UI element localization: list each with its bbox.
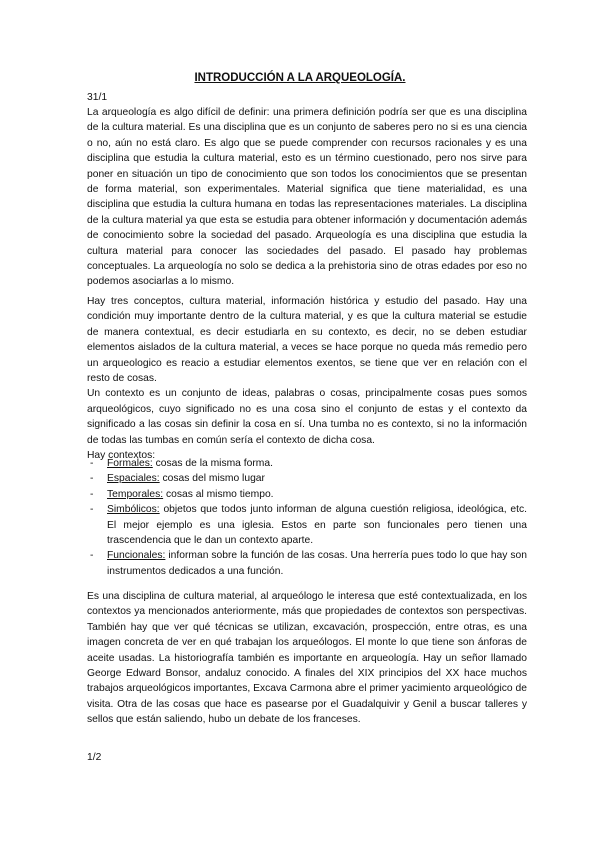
- list-dash: -: [90, 504, 94, 516]
- contexts-list: [87, 456, 527, 579]
- paragraph-concepts: [87, 294, 527, 463]
- context-term: Funcionales:: [107, 550, 166, 562]
- list-item: [87, 502, 527, 548]
- page-number: 1/2: [87, 752, 102, 763]
- list-dash: -: [90, 550, 94, 562]
- paragraph-context-definition: Un contexto es un conjunto de ideas, palabras o cosas, principalmente cosas pues somos arqueológicos, cuyo significado no es una cosa sino el conjunto de estas y el contexto da significado a las cosas sin definir la cosa en sí. Una tumba no es contexto, si no la información de todas las tumbas en común sería el contexto de dicha cosa.: [87, 388, 527, 446]
- context-description: objetos que todos junto informan de alguna cuestión religiosa, ideológica, etc. El mejor ejemplo es una iglesia. Estos en parte son funcionales pero tienen una trascendencia que le dan un contexto aparte.: [107, 504, 527, 547]
- list-item: [87, 487, 527, 502]
- context-description: cosas del mismo lugar: [159, 473, 265, 485]
- document-title: INTRODUCCIÓN A LA ARQUEOLOGÍA.: [194, 72, 406, 84]
- context-term: Simbólicos:: [107, 504, 160, 516]
- context-term: Formales:: [107, 458, 153, 469]
- list-item: [87, 548, 527, 579]
- context-description: cosas de la misma forma.: [152, 458, 273, 469]
- list-dash: -: [90, 473, 94, 485]
- list-item: [87, 456, 527, 471]
- context-term: Temporales:: [107, 488, 164, 500]
- context-description: informan sobre la función de las cosas. Una herrería pues todo lo que hay son instrumentos dedicados a una función.: [107, 550, 527, 577]
- list-dash: -: [90, 488, 94, 500]
- date-label: 31/1: [87, 92, 108, 103]
- list-dash: -: [90, 458, 94, 469]
- paragraph-discipline: Es una disciplina de cultura material, al arqueólogo le interesa que esté contextualizada, en los contextos ya mencionados anteriormente, más que propiedades de contextos son perspectivas. También hay que ver qué técnicas se utilizan, excavación, prospección, entre otras, es una imagen concreta de ver en qué trabajan los arqueólogos. El monte lo que tiene son ánforas de aceite usadas. La historiografía también es importante en arqueología. Hay un señor llamado George Edward Bonsor, andaluz conocido. A finales del XIX principios del XX hace muchos trabajos arqueológicos importantes, Excava Carmona abre el primer yacimiento arqueológico de visita. Otra de las cosas que hace es pasearse por el Guadalquivir y Genil a buscar talleres y sellos que están saliendo, hubo un debate de los franceses.: [87, 591, 527, 726]
- paragraph-contexts-heading: Hay contextos:: [87, 450, 156, 462]
- paragraph-intro: La arqueología es algo difícil de definir: una primera definición podría ser que es una disciplina de la cultura material. Es una disciplina que es un conjunto de saberes pero no si es una ciencia o no, aún no está claro. Es algo que se puede comprender con recursos racionales y es una disciplina que estudia la cultura material, esto es un término cuestionado, pero nos sirve para poner en situación un tipo de conocimiento que son todos los conocimientos que se presentan de forma material, son experimentales. Material significa que tiene materialidad, es una disciplina que estudia la cultura humana en todas las representaciones materiales. La disciplina de la cultura material ya que esta se estudia para obtener información y documentación además de conocimiento sobre la sociedad del pasado. Arqueología es una disciplina que estudia la cultura material para conocer las sociedades del pasado. El pasado hay problemas conceptuales. La arqueología no solo se dedica a la prehistoria sino de otras edades por eso no podemos asociarlas a lo mismo.: [87, 107, 527, 288]
- context-description: cosas al mismo tiempo.: [163, 488, 274, 500]
- list-item: [87, 471, 527, 486]
- context-term: Espaciales:: [107, 473, 160, 485]
- paragraph-concepts-text: Hay tres conceptos, cultura material, información histórica y estudio del pasado. Hay una condición muy importante dentro de la cultura material, y es que la cultura material se estudie de manera contextual, es decir estudiarla en su contexto, es decir, no se deben estudiar elementos aislados de la cultura material, a veces se hace porque no queda más remedio pero un arqueologico es reacio a estudiar elementos exentos, se tiene que ver en relación con el resto de cosas.: [87, 296, 527, 385]
